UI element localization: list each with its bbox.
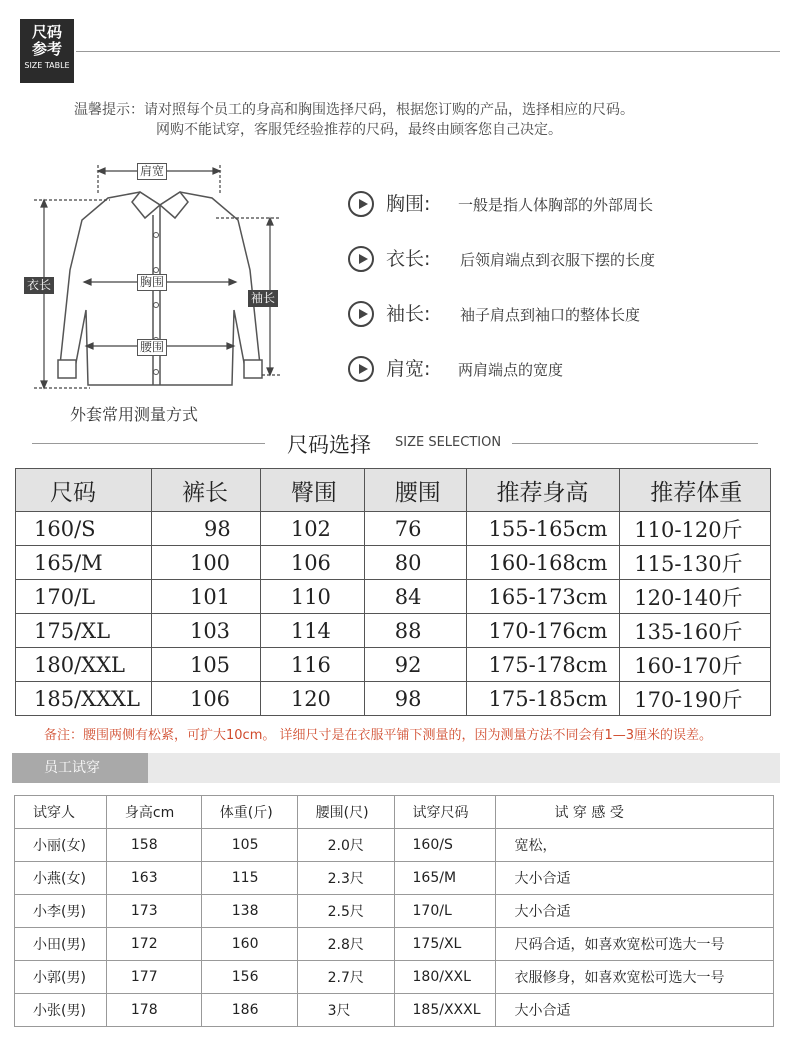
definition-term: 衣长: (386, 248, 431, 270)
size-selection-title: 尺码选择 (287, 433, 371, 457)
table-cell: 172 (106, 928, 201, 961)
table-cell: 大小合适 (496, 895, 774, 928)
table-cell: 170-176cm (466, 614, 620, 648)
sleeve-tag: 袖长 (248, 290, 278, 307)
table-cell: 116 (260, 648, 364, 682)
table-cell: 101 (151, 580, 260, 614)
shoulder-tag: 肩宽 (137, 163, 167, 180)
table-row (15, 829, 774, 862)
trial-table-header: 试穿尺码 (394, 796, 496, 829)
definition-term: 袖长: (386, 303, 431, 325)
table-cell: 163 (106, 862, 201, 895)
table-cell: 138 (201, 895, 297, 928)
table-row (16, 648, 771, 682)
table-row (15, 862, 774, 895)
table-cell: 98 (364, 682, 466, 716)
table-cell: 84 (364, 580, 466, 614)
table-cell: 160-168cm (466, 546, 620, 580)
play-icon (348, 356, 374, 382)
table-cell: 115 (201, 862, 297, 895)
table-row (16, 682, 771, 716)
size-table-header: 尺码 (16, 469, 152, 512)
figure-caption: 外套常用测量方式 (70, 405, 199, 424)
table-cell: 3尺 (297, 994, 394, 1027)
table-cell: 120 (260, 682, 364, 716)
header-divider (76, 51, 780, 52)
trial-table (14, 795, 774, 1027)
chest-tag: 胸围 (137, 274, 167, 291)
table-cell: 小李(男) (15, 895, 107, 928)
size-table-header: 腰围 (364, 469, 466, 512)
table-cell: 175-185cm (466, 682, 620, 716)
table-cell: 160 (201, 928, 297, 961)
definition-term: 肩宽: (386, 358, 431, 380)
size-table-header: 推荐体重 (620, 469, 771, 512)
table-cell: 80 (364, 546, 466, 580)
table-cell: 小燕(女) (15, 862, 107, 895)
table-cell: 105 (151, 648, 260, 682)
table-cell: 102 (260, 512, 364, 546)
table-cell: 135-160斤 (620, 614, 771, 648)
table-cell: 2.5尺 (297, 895, 394, 928)
table-cell: 185/XXXL (16, 682, 152, 716)
size-table-header: 裤长 (151, 469, 260, 512)
table-cell: 106 (260, 546, 364, 580)
play-icon (348, 301, 374, 327)
definition-term: 胸围: (386, 193, 431, 215)
waist-tag: 腰围 (137, 339, 167, 356)
trial-table-header: 体重(斤) (201, 796, 297, 829)
trial-table-header-row (15, 796, 774, 829)
table-cell: 小丽(女) (15, 829, 107, 862)
table-cell: 180/XXL (16, 648, 152, 682)
table-row (15, 994, 774, 1027)
table-cell: 114 (260, 614, 364, 648)
table-cell: 88 (364, 614, 466, 648)
table-cell: 165/M (16, 546, 152, 580)
table-cell: 165/M (394, 862, 496, 895)
badge-line1: 尺码 (31, 23, 62, 41)
definition-desc: 后领肩端点到衣服下摆的长度 (460, 251, 656, 269)
trial-section-tab: 员工试穿 (12, 753, 148, 783)
table-cell: 105 (201, 829, 297, 862)
size-table-badge (20, 19, 74, 83)
table-cell: 大小合适 (496, 862, 774, 895)
table-cell: 173 (106, 895, 201, 928)
table-cell: 103 (151, 614, 260, 648)
table-cell: 2.3尺 (297, 862, 394, 895)
table-cell: 98 (151, 512, 260, 546)
size-note: 备注：腰围两侧有松紧，可扩大10cm。 详细尺寸是在衣服平铺下测量的，因为测量方法不同会有1—3厘米的误差。 (44, 728, 713, 743)
size-table (15, 468, 771, 716)
tip-line-2: 网购不能试穿，客服凭经验推荐的尺码，最终由顾客您自己决定。 (156, 122, 562, 138)
table-cell: 170/L (16, 580, 152, 614)
section-divider-right (512, 443, 758, 444)
table-cell: 衣服修身，如喜欢宽松可选大一号 (496, 961, 774, 994)
table-row (15, 895, 774, 928)
table-cell: 92 (364, 648, 466, 682)
table-cell: 186 (201, 994, 297, 1027)
size-table-header: 推荐身高 (466, 469, 620, 512)
table-row (16, 614, 771, 648)
definition-desc: 袖子肩点到袖口的整体长度 (460, 306, 641, 324)
definition-desc: 两肩端点的宽度 (458, 361, 564, 379)
table-cell: 2.8尺 (297, 928, 394, 961)
table-cell: 2.7尺 (297, 961, 394, 994)
table-cell: 76 (364, 512, 466, 546)
trial-table-header: 身高cm (106, 796, 201, 829)
table-cell: 175/XL (16, 614, 152, 648)
table-cell: 155-165cm (466, 512, 620, 546)
table-cell: 185/XXXL (394, 994, 496, 1027)
table-cell: 180/XXL (394, 961, 496, 994)
badge-line2: 参考 (31, 40, 62, 58)
table-row (16, 580, 771, 614)
table-cell: 110 (260, 580, 364, 614)
table-cell: 160/S (16, 512, 152, 546)
size-table-header-row (16, 469, 771, 512)
trial-table-header: 腰围(尺) (297, 796, 394, 829)
play-icon (348, 191, 374, 217)
table-cell: 170-190斤 (620, 682, 771, 716)
table-cell: 2.0尺 (297, 829, 394, 862)
table-cell: 175/XL (394, 928, 496, 961)
table-cell: 100 (151, 546, 260, 580)
table-cell: 小张(男) (15, 994, 107, 1027)
table-cell: 尺码合适，如喜欢宽松可选大一号 (496, 928, 774, 961)
table-cell: 160/S (394, 829, 496, 862)
length-tag: 衣长 (24, 277, 54, 294)
size-selection-subtitle: SIZE SELECTION (395, 435, 502, 450)
badge-line3: SIZE TABLE (24, 61, 70, 70)
table-cell: 106 (151, 682, 260, 716)
trial-table-header: 试 穿 感 受 (496, 796, 774, 829)
table-cell: 175-178cm (466, 648, 620, 682)
table-cell: 110-120斤 (620, 512, 771, 546)
table-cell: 156 (201, 961, 297, 994)
table-row (15, 961, 774, 994)
play-icon (348, 246, 374, 272)
table-cell: 178 (106, 994, 201, 1027)
table-cell: 宽松， (496, 829, 774, 862)
table-row (16, 512, 771, 546)
table-cell: 158 (106, 829, 201, 862)
table-cell: 小郭(男) (15, 961, 107, 994)
table-cell: 120-140斤 (620, 580, 771, 614)
table-cell: 115-130斤 (620, 546, 771, 580)
table-cell: 170/L (394, 895, 496, 928)
section-divider-left (32, 443, 265, 444)
size-table-header: 臀围 (260, 469, 364, 512)
trial-table-header: 试穿人 (15, 796, 107, 829)
table-row (15, 928, 774, 961)
table-row (16, 546, 771, 580)
tip-line-1: 温馨提示：请对照每个员工的身高和胸围选择尺码，根据您订购的产品，选择相应的尺码。 (74, 102, 634, 118)
table-cell: 小田(男) (15, 928, 107, 961)
table-cell: 160-170斤 (620, 648, 771, 682)
table-cell: 165-173cm (466, 580, 620, 614)
definition-desc: 一般是指人体胸部的外部周长 (458, 196, 654, 214)
table-cell: 177 (106, 961, 201, 994)
table-cell: 大小合适 (496, 994, 774, 1027)
